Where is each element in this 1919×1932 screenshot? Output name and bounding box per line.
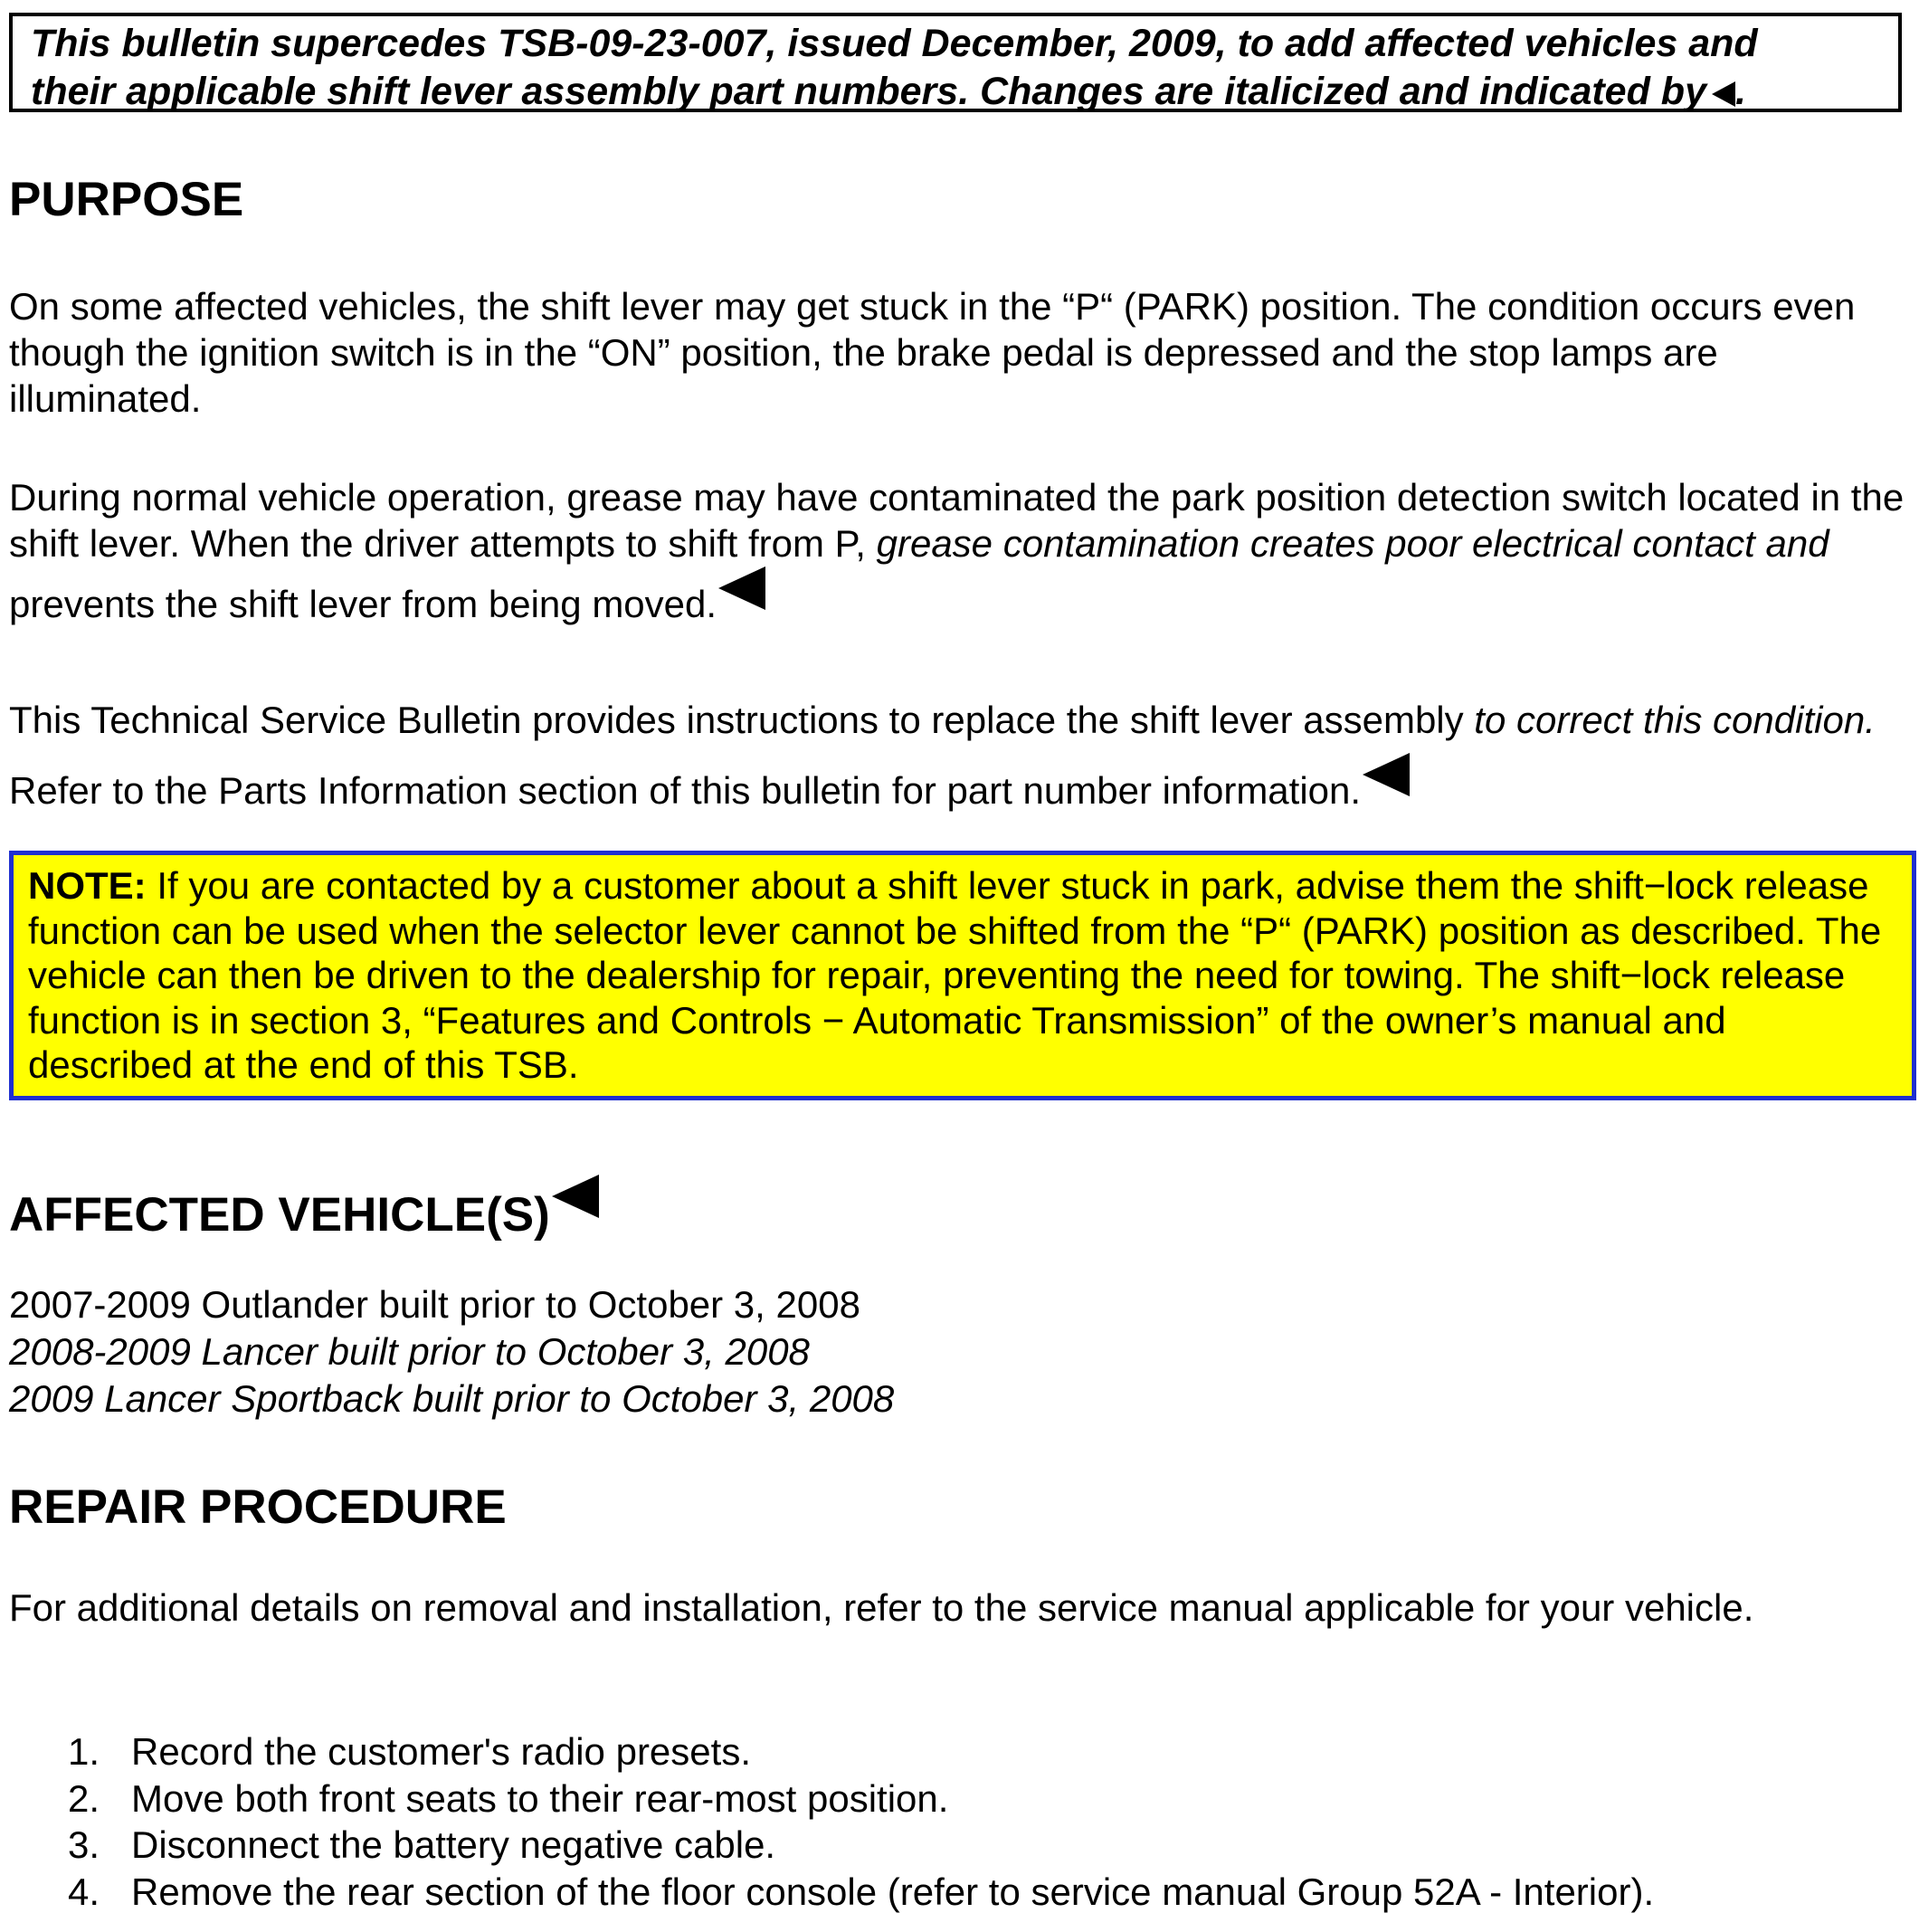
purpose-paragraph-2-text-a: During normal vehicle operation, grease may have contaminated the park position detection switch located in the shift lever. When the driver attempts to shift from P,	[9, 476, 1905, 565]
purpose-paragraph-2-text-b: prevents the shift lever from being moved.	[9, 583, 717, 625]
repair-intro: For additional details on removal and installation, refer to the service manual applicable for your vehicle.	[9, 1586, 1754, 1629]
change-marker-icon	[718, 566, 765, 610]
note-label: NOTE:	[28, 864, 147, 907]
purpose-paragraph-3-text-a: This Technical Service Bulletin provides instructions to replace the shift lever assembly	[9, 699, 1475, 741]
purpose-paragraph-1: On some affected vehicles, the shift lever may get stuck in the “P“ (PARK) position. The condition occurs even though the ignition switch is in the “ON” position, the brake pedal is depressed and the stop lamps are illuminated.	[9, 285, 1856, 420]
step-text: Remove the rear section of the floor console (refer to service manual Group 52A - Interior).	[131, 1870, 1655, 1913]
affected-vehicles-list	[9, 1281, 894, 1423]
step-number: 1.	[68, 1730, 100, 1773]
repair-step	[9, 1775, 1654, 1823]
change-marker-icon	[1363, 753, 1410, 796]
note-text: If you are contacted by a customer about a shift lever stuck in park, advise them the shift−lock release function can be used when the selector lever cannot be shifted from the “P“ (PARK) position as described. The vehicle can then be driven to the dealership for repair, preventing the need for towing. The shift−lock release function is in section 3, “Features and Controls − Automatic Transmission” of the owner’s manual and described at the end of this TSB.	[28, 864, 1882, 1086]
supersede-line-1: This bulletin supercedes TSB-09-23-007, issued December, 2009, to add affected vehicles and	[31, 22, 1758, 65]
step-number: 2.	[68, 1776, 100, 1820]
purpose-heading: PURPOSE	[9, 173, 244, 226]
change-marker-icon	[1712, 81, 1735, 107]
step-number: 4.	[68, 1870, 100, 1913]
purpose-paragraph-2	[9, 474, 1905, 627]
step-text: Move both front seats to their rear-most position.	[131, 1776, 949, 1820]
affected-vehicles-heading	[9, 1175, 599, 1242]
vehicle-item: 2007-2009 Outlander built prior to October 3, 2008	[9, 1283, 860, 1326]
repair-steps-list	[9, 1728, 1654, 1915]
purpose-paragraph-3-text-b: Refer to the Parts Information section of this bulletin for part number information.	[9, 769, 1362, 812]
vehicle-item: 2008-2009 Lancer built prior to October 3, 2008	[9, 1330, 810, 1373]
repair-step	[9, 1869, 1654, 1916]
supersede-notice	[9, 13, 1902, 112]
repair-step	[9, 1728, 1654, 1775]
purpose-paragraph-3-italic: to correct this condition.	[1474, 699, 1876, 741]
change-marker-icon	[552, 1175, 599, 1218]
supersede-line-2-text: their applicable shift lever assembly part numbers. Changes are italicized and indicated by	[31, 70, 1706, 113]
repair-step	[9, 1822, 1654, 1869]
vehicle-item: 2009 Lancer Sportback built prior to October 3, 2008	[9, 1377, 895, 1420]
purpose-paragraph-3	[9, 688, 1905, 823]
supersede-line-2	[31, 68, 1882, 116]
note-box	[9, 851, 1916, 1100]
purpose-paragraph-2-italic: grease contamination creates poor electrical contact and	[876, 522, 1829, 565]
repair-procedure-heading: REPAIR PROCEDURE	[9, 1480, 507, 1534]
supersede-end: .	[1734, 70, 1746, 113]
step-number: 3.	[68, 1823, 100, 1866]
step-text: Disconnect the battery negative cable.	[131, 1823, 776, 1866]
affected-vehicles-heading-text: AFFECTED VEHICLE(S)	[9, 1188, 550, 1242]
step-text: Record the customer's radio presets.	[131, 1730, 751, 1773]
